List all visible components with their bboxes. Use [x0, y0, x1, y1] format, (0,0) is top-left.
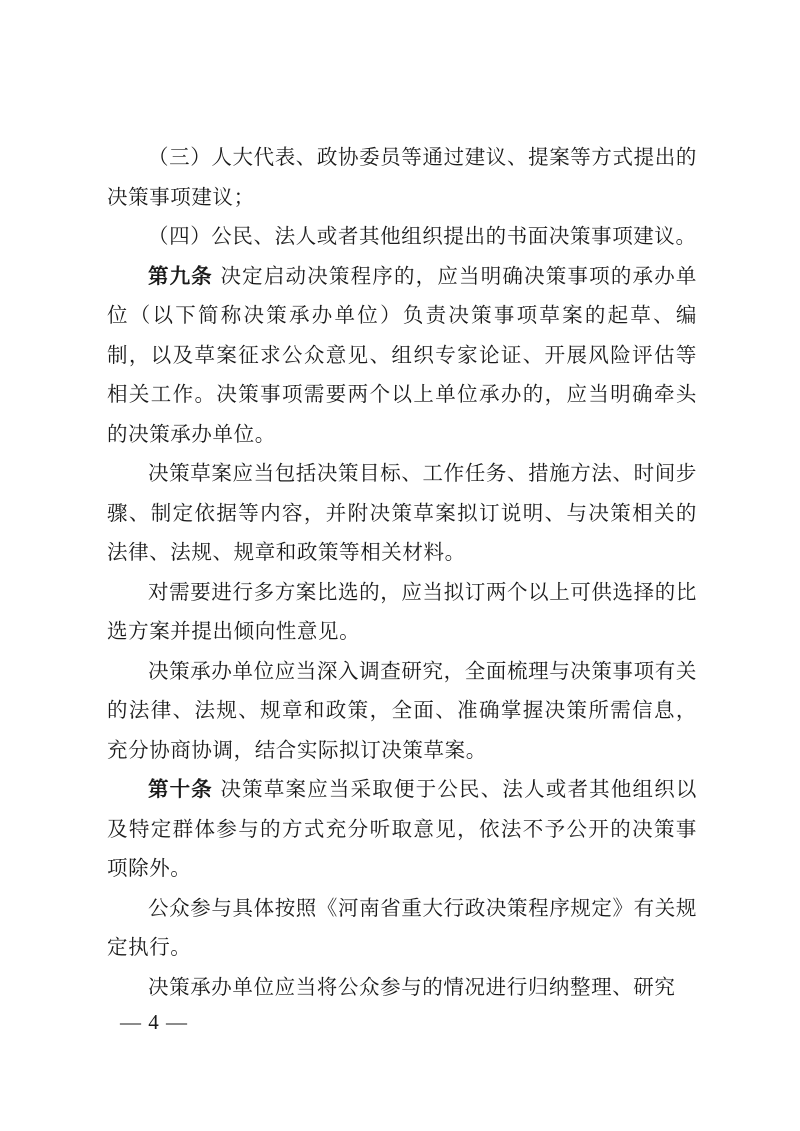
paragraph-multi-plan — [107, 573, 697, 652]
article-number: 第十条 — [148, 777, 213, 801]
paragraph-text: 决定启动决策程序的，应当明确决策事项的承办单位（以下简称决策承办单位）负责决策事项草案的起草、编制，以及草案征求公众意见、组织专家论证、开展风险评估等相关工作。决策事项需要两个以上单位承办的，应当明确牵头的决策承办单位。 — [107, 263, 697, 446]
paragraph-text: 公众参与具体按照《河南省重大行政决策程序规定》有关规定执行。 — [107, 895, 697, 959]
paragraph-text: （四）公民、法人或者其他组织提出的书面决策事项建议。 — [148, 224, 697, 248]
paragraph-research — [107, 652, 697, 771]
paragraph-summary — [107, 968, 697, 1008]
paragraph-item-4 — [107, 217, 697, 257]
article-10 — [107, 770, 697, 889]
paragraph-public-participation — [107, 889, 697, 968]
document-body — [107, 138, 697, 1007]
article-number: 第九条 — [148, 263, 213, 288]
article-9 — [107, 257, 697, 455]
paragraph-item-3 — [107, 138, 697, 217]
paragraph-text: （三）人大代表、政协委员等通过建议、提案等方式提出的决策事项建议； — [107, 145, 697, 209]
paragraph-text: 决策草案应当采取便于公民、法人或者其他组织以及特定群体参与的方式充分听取意见，依法不予公开的决策事项除外。 — [107, 777, 697, 880]
paragraph-text: 决策承办单位应当将公众参与的情况进行归纳整理、研究 — [148, 974, 676, 999]
paragraph-text: 对需要进行多方案比选的，应当拟订两个以上可供选择的比选方案并提出倾向性意见。 — [107, 579, 697, 643]
page-number: — 4 — — [120, 1010, 188, 1034]
paragraph-text: 决策承办单位应当深入调查研究，全面梳理与决策事项有关的法律、法规、规章和政策，全面、准确掌握决策所需信息，充分协商协调，结合实际拟订决策草案。 — [107, 658, 697, 762]
paragraph-draft-content — [107, 454, 697, 573]
paragraph-text: 决策草案应当包括决策目标、工作任务、措施方法、时间步骤、制定依据等内容，并附决策草案拟订说明、与决策相关的法律、法规、规章和政策等相关材料。 — [107, 461, 697, 564]
